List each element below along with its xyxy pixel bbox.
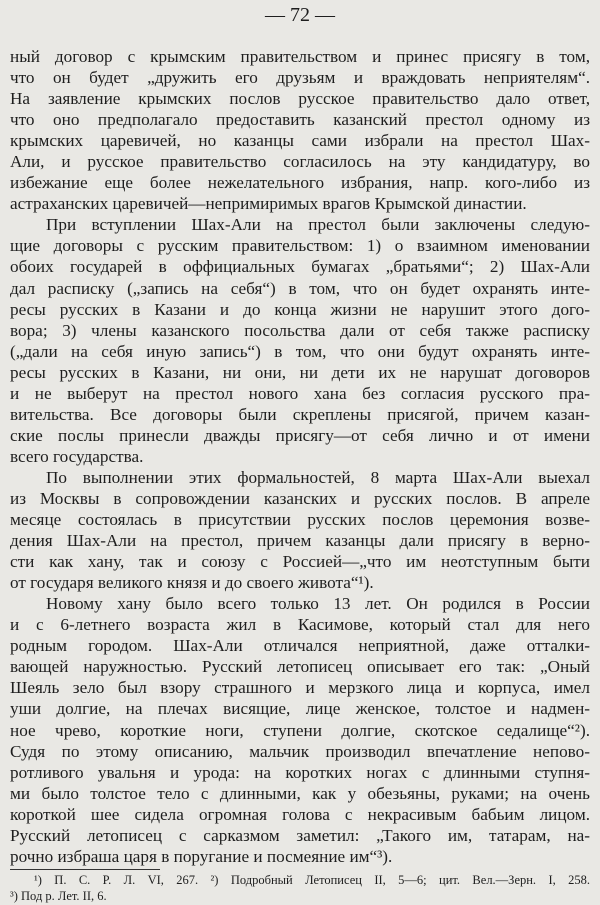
text-line: При вступлении Шах-Али на престол были заключены следую- [46, 215, 590, 235]
text-line: ный договор с крымским правительством и принес присягу в том, [10, 47, 590, 66]
text-line: обоих государей в оффициальных бумагах „братьями“; 2) Шах-Али [10, 257, 590, 277]
text-line: По выполнении этих формальностей, 8 марта Шах-Али выехал [46, 467, 590, 487]
page-number: — 72 — [265, 4, 335, 26]
text-line: ное чрево, короткие ноги, ступени долгие, скотское седалище“²). [10, 720, 590, 740]
footnote-line: ³) Под р. Лет. II, 6. [10, 889, 107, 903]
text-line: ресы русских в Казани, ни они, ни дети их не нарушат договоров [10, 362, 590, 382]
text-line: месяце состоялась в присутствии русских послов церемония возве- [10, 510, 590, 530]
text-line: дал расписку („запись на себя“) в том, что он будет охранять инте- [10, 278, 590, 298]
body-text [10, 46, 590, 867]
text-line: крымских царевичей, но казанцы сами избрали на престол Шах- [10, 131, 590, 151]
text-line: щие договоры с русским правительством: 1) о взаимном именовании [10, 236, 590, 256]
text-line: вительства. Все договоры были скреплены присягой, причем казан- [10, 404, 590, 424]
text-line: На заявление крымских послов русское правительство дало ответ, [10, 89, 590, 109]
text-line: Али, и русское правительство согласилось на эту кандидатуру, во [10, 152, 590, 172]
text-line: всего государства. [10, 446, 144, 466]
text-line: Русский летописец с сарказмом заметил: „Такого им, татарам, на- [10, 825, 590, 845]
text-line: избежание еще более нежелательного избрания, напр. кого-либо из [10, 173, 590, 193]
text-line: Шеяль зело был взору страшного и мерзкого лица и корпуса, имел [10, 678, 590, 698]
text-line: Новому хану было всего только 13 лет. Он родился в России [46, 594, 590, 614]
text-line: родным городом. Шах-Али отличался неприятной, даже отталки- [10, 636, 590, 656]
text-line: из Москвы в сопровождении казанских и русских послов. В апреле [10, 488, 590, 508]
text-line: ми было толстое тело с длинными, как у обезьяны, руками; на очень [10, 783, 590, 803]
text-line: вора; 3) члены казанского посольства дали от себя также расписку [10, 320, 590, 340]
text-line: астраханских царевичей—непримиримых врагов Крымской династии. [10, 194, 527, 214]
text-line: („дали на себя иную запись“) в том, что они будут охранять инте- [10, 341, 590, 361]
text-line: короткой шее сидела огромная голова с некрасивым бабьим лицом. [10, 804, 590, 824]
text-line: что он будет „дружить его друзьям и враждовать неприятелям“. [10, 68, 590, 88]
text-line: и с 6-летнего возраста жил в Касимове, который стал для него [10, 615, 590, 635]
text-line: Судя по этому описанию, мальчик производил впечатление непово- [10, 741, 590, 761]
text-line: уши долгие, на плечах висящие, лице женское, толстое и надмен- [10, 699, 590, 719]
text-line: ские послы принесли дважды присягу—от себя лично и от имени [10, 425, 590, 445]
footnote-divider [10, 869, 160, 870]
text-line: сти как хану, так и союзу с Россией—„что им неотступным быти [10, 552, 590, 572]
text-line: ротливого увальня и урода: на коротких ногах с длинными ступня- [10, 762, 590, 782]
text-line: ресы русских в Казани и до конца жизни не нарушит этого дого- [10, 299, 590, 319]
text-line: рочно избраша царя в поругание и посмеяние им“³). [10, 846, 393, 866]
footnotes [10, 872, 590, 904]
text-line: дения Шах-Али на престол, причем казанцы дали присягу в верно- [10, 531, 590, 551]
text-line: и не выберут на престол нового хана без согласия русского пра- [10, 383, 590, 403]
text-line: что оно предполагало предоставить казанский престол одному из [10, 110, 590, 130]
text-line: от государя великого князя и до своего живота“¹). [10, 573, 374, 593]
text-line: вающей наружностью. Русский летописец описывает его так: „Оный [10, 657, 590, 677]
footnote-line: ¹) П. С. Р. Л. VI, 267. ²) Подробный Летописец II, 5—6; цит. Вел.—Зерн. I, 258. [34, 873, 590, 887]
